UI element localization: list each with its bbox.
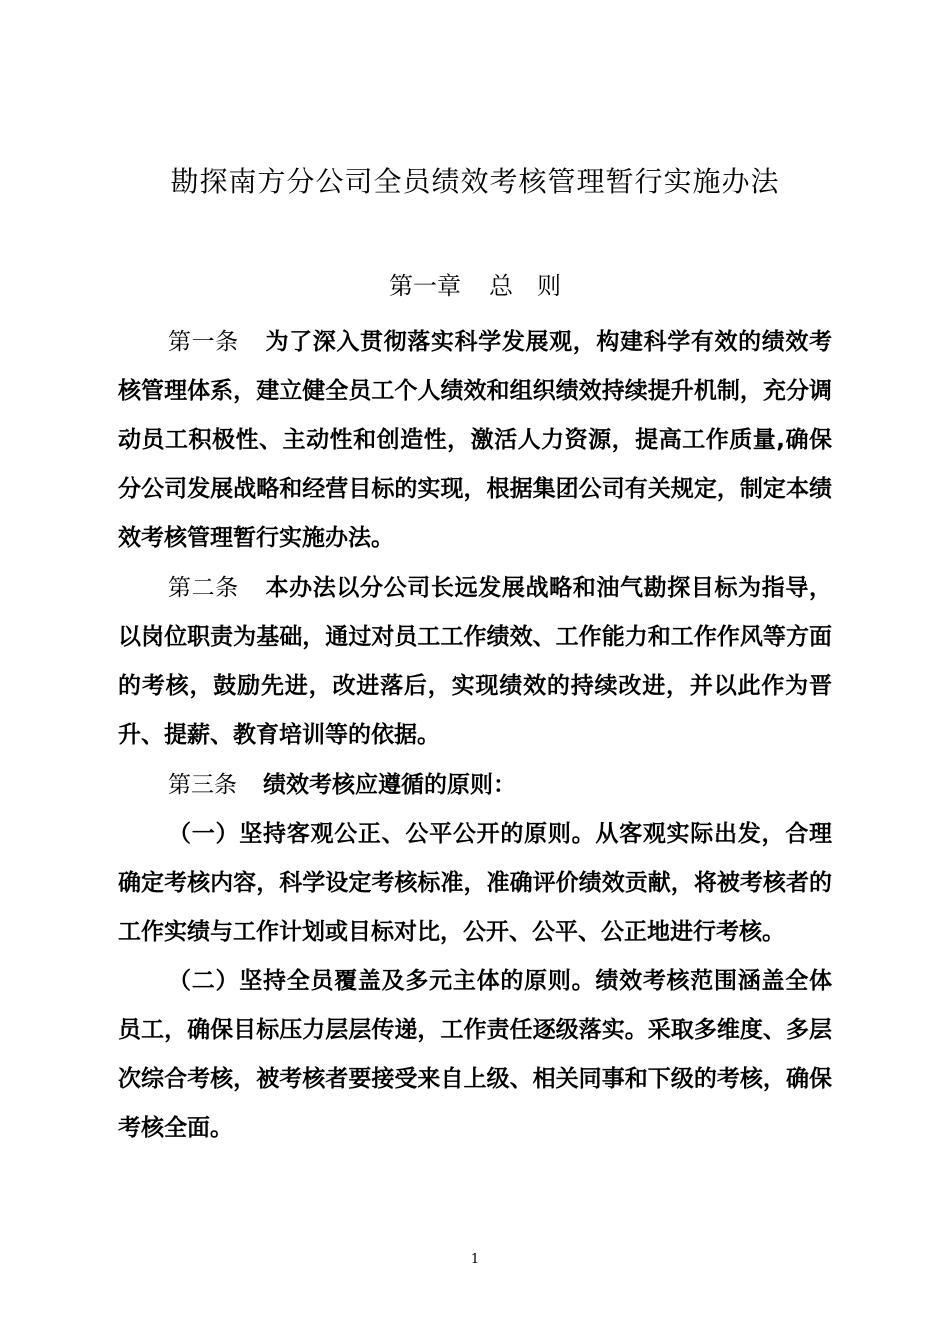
article-text: 为了深入贯彻落实科学发展观，构建科学有效的绩效考核管理体系，建立健全员工个人绩效和组织绩效持续提升机制，充分调动员工积极性、主动性和创造性，激活人力资源，提高工作质量,确保分公司发展战略和经营目标的实现，根据集团公司有关规定，制定本绩效考核管理暂行实施办法。	[118, 329, 833, 551]
principle-text: （二）坚持全员覆盖及多元主体的原则。绩效考核范围涵盖全体员工，确保目标压力层层传递，工作责任逐级落实。采取多维度、多层次综合考核，被考核者要接受来自上级、相关同事和下级的考核，确保考核全面。	[118, 968, 832, 1141]
chapter-name: 总 则	[489, 272, 561, 300]
document-body	[118, 318, 832, 1153]
article-text: 绩效考核应遵循的原则：	[263, 772, 516, 798]
principle-paragraph	[118, 810, 832, 957]
article-text: 本办法以分公司长远发展战略和油气勘探目标为指导，以岗位职责为基础，通过对员工工作绩效、工作能力和工作作风等方面的考核，鼓励先进，改进落后，实现绩效的持续改进，并以此作为晋升、提薪、教育培训等的依据。	[118, 575, 833, 748]
article-paragraph	[118, 761, 832, 810]
chapter-number: 第一章	[389, 272, 461, 300]
article-label: 第二条	[168, 575, 239, 601]
article-paragraph	[118, 318, 832, 563]
article-label: 第一条	[168, 329, 239, 355]
principle-text: （一）坚持客观公正、公平公开的原则。从客观实际出发，合理确定考核内容，科学设定考核标准，准确评价绩效贡献，将被考核者的工作实绩与工作计划或目标对比，公开、公平、公正地进行考核。	[118, 821, 832, 945]
article-label: 第三条	[168, 772, 237, 798]
document-title: 勘探南方分公司全员绩效考核管理暂行实施办法	[170, 165, 780, 198]
page-number: 1	[470, 1252, 480, 1267]
chapter-heading	[0, 266, 950, 306]
principle-paragraph	[118, 957, 832, 1153]
article-paragraph	[118, 564, 832, 760]
